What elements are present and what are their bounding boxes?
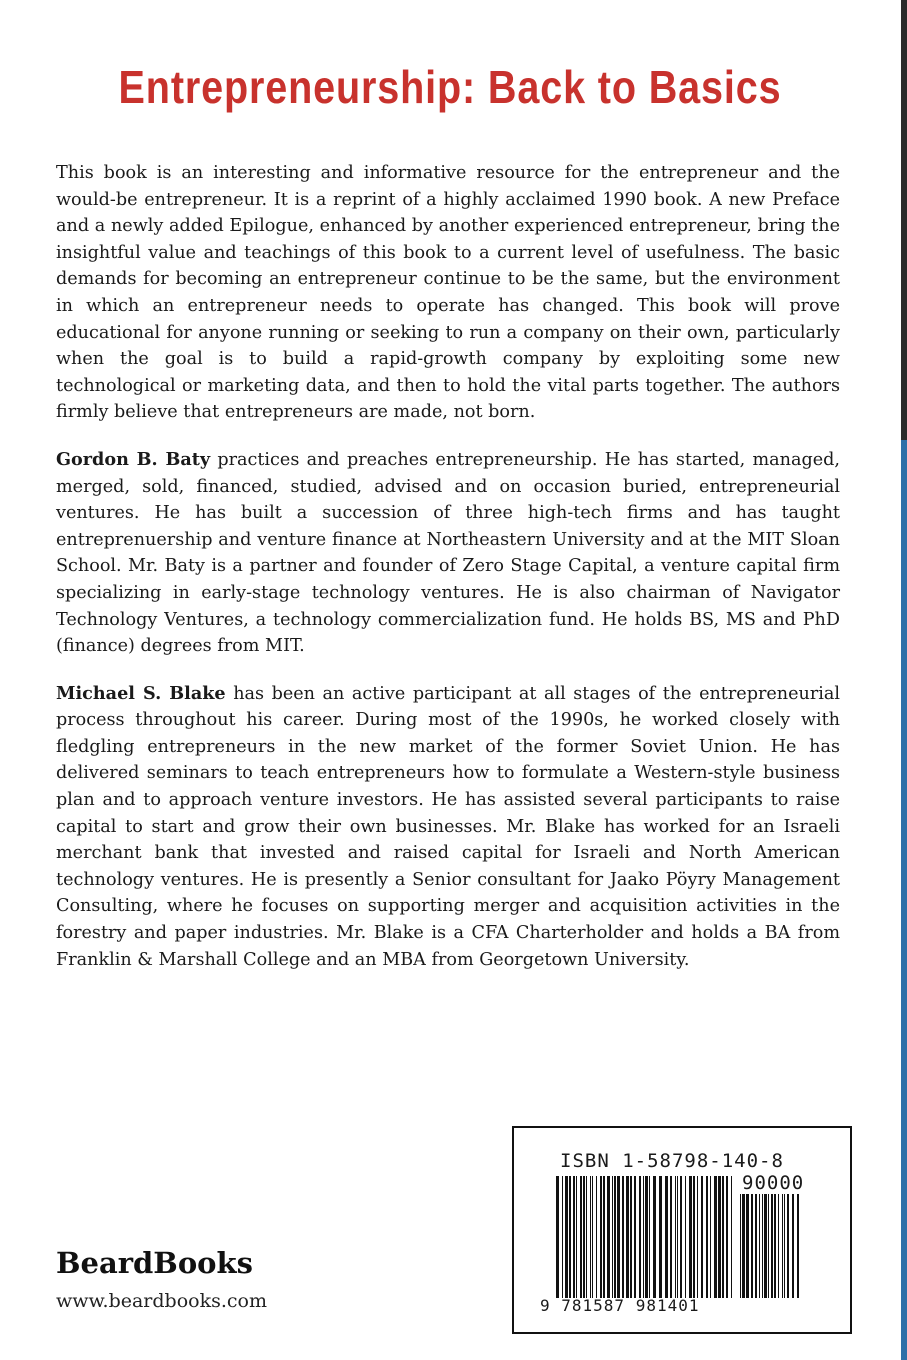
author-bio-blake xyxy=(56,681,840,974)
back-cover-text xyxy=(56,160,840,994)
description-paragraph: This book is an interesting and informative resource for the entrepreneur and the would-be entrepreneur. It is a reprint of a highly acclaimed 1990 book. A new Preface and a newly added Epilogue, enhanced by another experienced entrepreneur, bring the insightful value and teachings of this book to a current level of usefulness. The basic demands for becoming an entrepreneur continue to be the same, but the environment in which an entrepreneur needs to operate has changed. This book will prove educational for anyone running or seeking to run a company on their own, particularly when the goal is to build a rapid-growth company by exploiting some new technological or marketing data, and then to hold the vital parts together. The authors firmly believe that entrepreneurs are made, not born. xyxy=(56,163,840,423)
author-name: Michael S. Blake xyxy=(56,682,226,704)
isbn-barcode xyxy=(512,1126,852,1334)
price-code: 90000 xyxy=(742,1172,805,1194)
book-title: Entrepreneurship: Back to Basics xyxy=(118,61,782,113)
author-bio-text: has been an active participant at all stages of the entrepreneurial process throughout his career. During most of the 1990s, he worked closely with fledgling entrepreneurs in the new market of the former Soviet Union. He has delivered seminars to teach entrepreneurs how to formulate a Western-style business plan and to approach venture investors. He has assisted several participants to raise capital to start and grow their own businesses. Mr. Blake has worked for an Israeli merchant bank that invested and raised capital for Israeli and North American technology ventures. He is presently a Senior consultant for Jaako Pöyry Management Consulting, where he focuses on supporting merger and acquisition activities in the forestry and paper industries. Mr. Blake is a CFA Charterholder and holds a BA from Franklin & Marshall College and an MBA from Georgetown University. xyxy=(56,683,841,970)
author-name: Gordon B. Baty xyxy=(56,448,211,470)
spine-edge xyxy=(901,0,907,1360)
author-bio-text: practices and preaches entrepreneurship. He has started, managed, merged, sold, financed, studied, advised and on occasion buried, entrepreneurial ventures. He has built a succession of three high-tech firms and has taught entreprenuership and venture finance at Northeastern University and at the MIT Sloan School. Mr. Baty is a partner and founder of Zero Stage Capital, a venture capital firm specializing in early-stage technology ventures. He is also chairman of Navigator Technology Ventures, a technology commercialization fund. He holds BS, MS and PhD (finance) degrees from MIT. xyxy=(56,449,840,657)
author-bio-baty xyxy=(56,447,840,660)
isbn-label: ISBN 1-58798-140-8 xyxy=(560,1150,784,1172)
ean-digits: 9 781587 981401 xyxy=(540,1296,700,1315)
addon-barcode-bars-icon xyxy=(740,1194,802,1298)
publisher-logo: BeardBooks xyxy=(56,1246,253,1280)
publisher-website: www.beardbooks.com xyxy=(56,1290,267,1312)
barcode-bars-icon xyxy=(556,1176,738,1298)
